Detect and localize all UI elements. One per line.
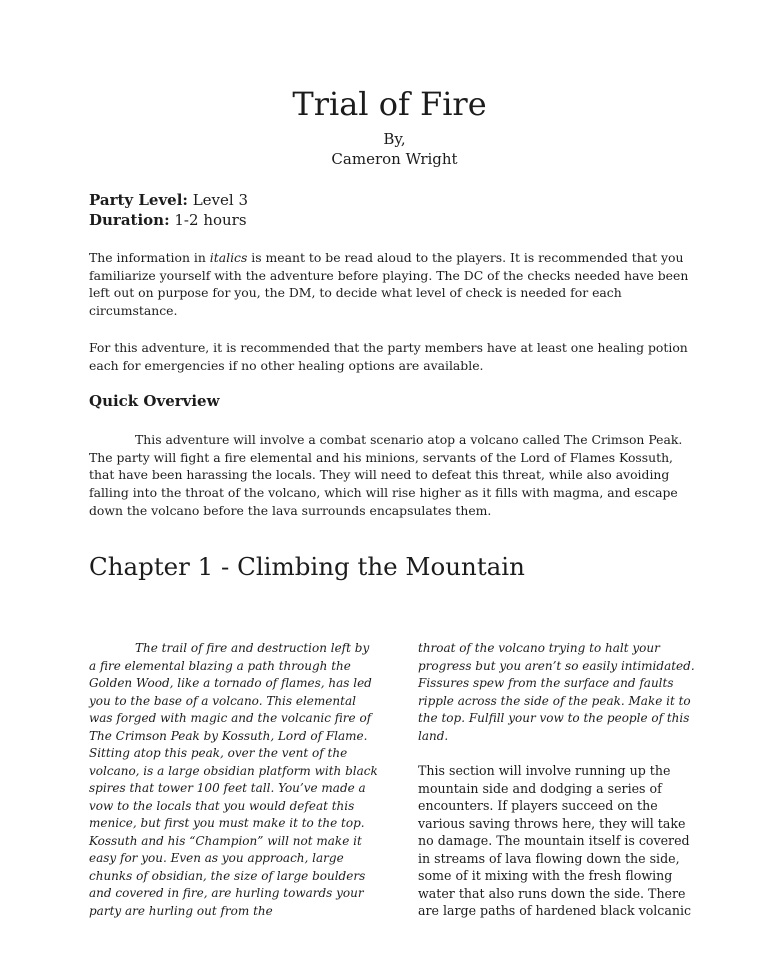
intro-italic-word: italics <box>209 250 248 265</box>
author-name: Cameron Wright <box>331 150 458 168</box>
duration-value: 1-2 hours <box>169 211 247 229</box>
healing-paragraph: For this adventure, it is recommended that the party members have at least one healing potion each for emergencies if no other healing options are available. <box>89 340 688 373</box>
party-level-value: Level 3 <box>187 191 249 209</box>
chapter-heading: Chapter 1 - Climbing the Mountain <box>89 552 525 581</box>
read-aloud-left-column: The trail of fire and destruction left by a fire elemental blazing a path through the Golden Wood, like a tornado of flames, has led you to the base of a volcano. This elemental was forged with magic and the volcanic fire of The Crimson Peak by Kossuth, Lord of Flame. Sitting atop this peak, over the vent of the volcano, is a large obsidian platform with black spires that tower 100 feet tall. You’ve made a vow to the locals that you would defeat this menice, but first you must make it to the top. Kossuth and his “Champion” will not make it easy for you. Even as you approach, large chunks of obsidian, the size of large boulders and covered in fire, are hurling towards your party are hurling out from the <box>89 641 378 918</box>
party-level-line <box>89 190 248 210</box>
intro-text-end: is meant to be read aloud to the players. It is recommended that you familiarize yourself with the adventure before playing. The DC of the checks needed have been left out on purpose for you, the DM, to decide what level of check is needed for each circumstance. <box>89 250 689 319</box>
quick-overview-heading: Quick Overview <box>89 392 220 410</box>
read-aloud-right-column: throat of the volcano trying to halt your progress but you aren’t so easily intimidated. Fissures spew from the surface and faults ripple across the side of the peak. Make it to the top. Fulfill your vow to the people of this land. <box>418 641 695 743</box>
section-description: This section will involve running up the mountain side and dodging a series of encounters. If players succeed on the various saving throws here, they will take no damage. The mountain itself is covered in streams of lava flowing down the side, some of it mixing with the fresh flowing water that also runs down the side. There are large paths of hardened black volcanic <box>418 763 692 918</box>
party-level-label: Party Level: <box>89 191 188 209</box>
duration-line <box>89 210 248 230</box>
adventure-meta <box>89 190 248 230</box>
intro-text-start: The information in <box>89 250 210 265</box>
byline-prefix: By, <box>383 130 406 148</box>
quick-overview-paragraph: This adventure will involve a combat scenario atop a volcano called The Crimson Peak. The party will fight a fire elemental and his minions, servants of the Lord of Flames Kossuth, that have been harassing the locals. They will need to defeat this threat, while also avoiding falling into the throat of the volcano, which will rise higher as it fills with magma, and escape down the volcano before the lava surrounds encapsulates them. <box>89 432 683 518</box>
intro-paragraph <box>89 249 701 320</box>
document-title: Trial of Fire <box>292 85 487 123</box>
byline <box>0 129 779 169</box>
duration-label: Duration: <box>89 211 170 229</box>
